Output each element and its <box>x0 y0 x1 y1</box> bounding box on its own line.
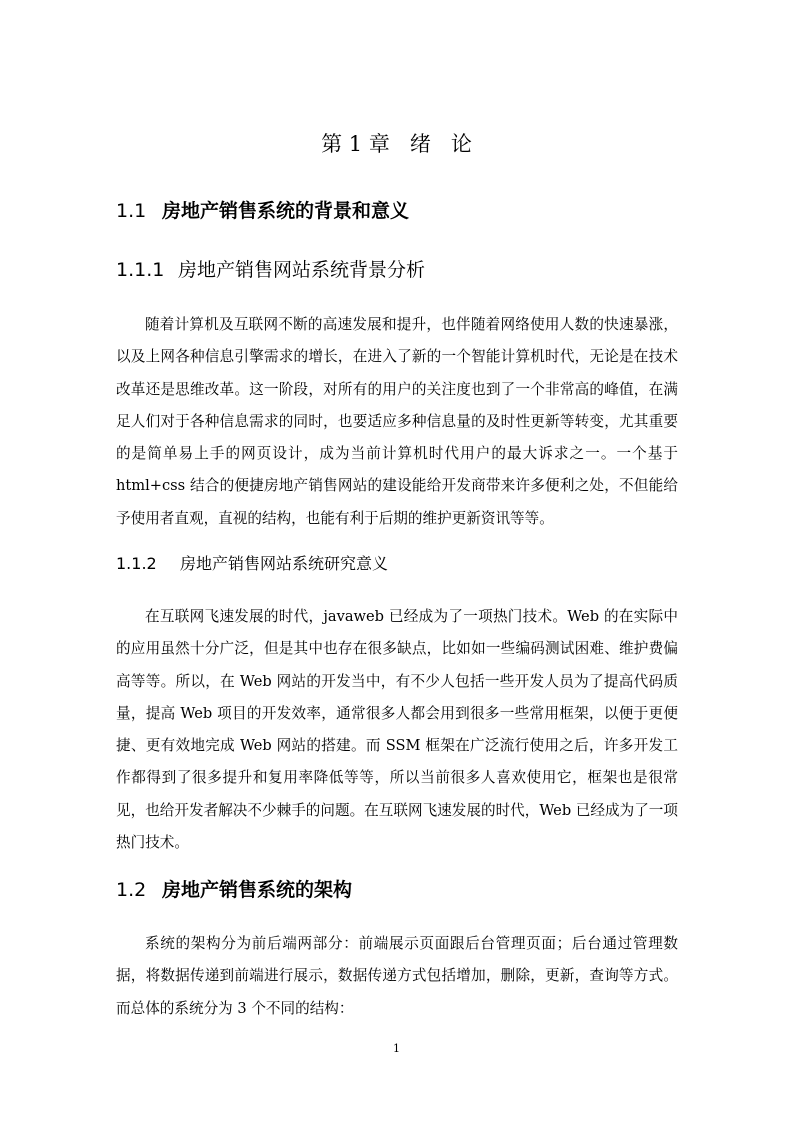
section-heading-1-1-1 <box>116 256 425 284</box>
section-title: 房地产销售网站系统研究意义 <box>180 554 389 573</box>
section-number: 1.1 <box>116 200 147 222</box>
paragraph-background: 随着计算机及互联网不断的高速发展和提升，也伴随着网络使用人数的快速暴涨，以及上网各种信息引擎需求的增长，在进入了新的一个智能计算机时代，无论是在技术改革还是思维改革。这一阶段，对所有的用户的关注度也到了一个非常高的峰值，在满足人们对于各种信息需求的同时，也要适应多种信息量的及时性更新等转变，尤其重要的是简单易上手的网页设计，成为当前计算机时代用户的最大诉求之一。一个基于 html+css 结合的便捷房地产销售网站的建设能给开发商带来许多便利之处，不但能给予使用者直观，直视的结构，也能有利于后期的维护更新资讯等等。 <box>116 316 678 527</box>
section-number: 1.1.1 <box>116 259 165 281</box>
section-heading-1-1-2 <box>116 551 388 577</box>
section-heading-1-1 <box>116 197 409 225</box>
section-title: 房地产销售网站系统背景分析 <box>178 259 426 281</box>
section-number: 1.2 <box>116 879 147 901</box>
paragraph-architecture: 系统的架构分为前后端两部分：前端展示页面跟后台管理页面；后台通过管理数据，将数据传递到前端进行展示，数据传递方式包括增加，删除，更新，查询等方式。而总体的系统分为 3 个不同的结构： <box>116 935 678 1017</box>
section-title: 房地产销售系统的背景和意义 <box>162 200 410 222</box>
page-number: 1 <box>393 1042 400 1055</box>
section-number: 1.1.2 <box>116 554 157 573</box>
section-heading-1-2 <box>116 876 352 904</box>
paragraph-significance: 在互联网飞速发展的时代，javaweb 已经成为了一项热门技术。Web 的在实际中的应用虽然十分广泛，但是其中也存在很多缺点，比如如一些编码测试困难、维护费偏高等等。所以，在 Web 网站的开发当中，有不少人包括一些开发人员为了提高代码质量，提高 Web 项目的开发效率，通常很多人都会用到很多一些常用框架，以便于更便捷、更有效地完成 Web 网站的搭建。而 SSM 框架在广泛流行使用之后，许多开发工作都得到了很多提升和复用率降低等等，所以当前很多人喜欢使用它，框架也是很常见，也给开发者解决不少棘手的问题。在互联网飞速发展的时代，Web 已经成为了一项热门技术。 <box>116 608 678 852</box>
chapter-title: 第 1 章 绪 论 <box>321 132 472 156</box>
section-title: 房地产销售系统的架构 <box>162 879 353 901</box>
